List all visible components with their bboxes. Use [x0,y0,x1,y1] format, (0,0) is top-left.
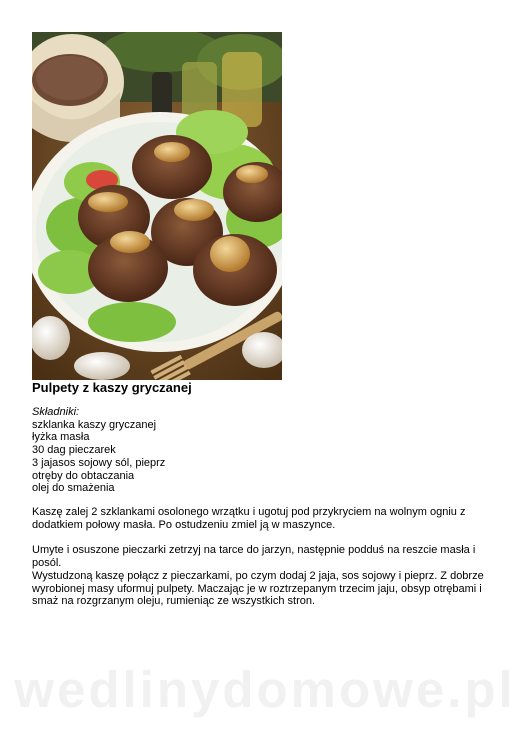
ingredient-item: szklanka kaszy gryczanej [32,418,157,431]
meatballs-dish-illustration [32,32,282,380]
instruction-paragraph-1: Kaszę zalej 2 szklankami osolonego wrzątku i ugotuj pod przykryciem na wolnym ogniu z dodatkiem połowy masła. Po ostudzeniu zmiel ją w maszynce. [32,506,466,531]
ingredient-item: łyżka masła [32,431,90,444]
recipe-title: Pulpety z kaszy gryczanej [32,380,192,395]
ingredient-item: otręby do obtaczania [32,469,135,482]
ingredient-item: 3 jajasos sojowy sól, pieprz [32,456,166,469]
ingredients-list [32,419,492,495]
ingredients-label: Składniki: [32,406,80,418]
instruction-paragraph-2: Umyte i osuszone pieczarki zetrzyj na tarce do jarzyn, następnie podduś na reszcie masła i posól. [32,544,476,570]
recipe-photo [32,32,282,380]
ingredient-item: olej do smażenia [32,482,115,495]
instructions-section [32,506,487,608]
instruction-paragraph-3: Wystudzoną kaszę połącz z pieczarkami, po czym dodaj 2 jaja, sos sojowy i pieprz. Z dobrze wyrobionej masy uformuj pulpety. Maczając je w roztrzepanym trzecim jaju, obsyp otrębami i smaż na rozgrzanym oleju, rumieniąc ze wszystkich stron. [32,569,484,608]
ingredient-item: 30 dag pieczarek [32,444,116,457]
site-watermark: wedlinydomowe.pl [14,661,516,718]
ingredients-section [32,406,492,495]
